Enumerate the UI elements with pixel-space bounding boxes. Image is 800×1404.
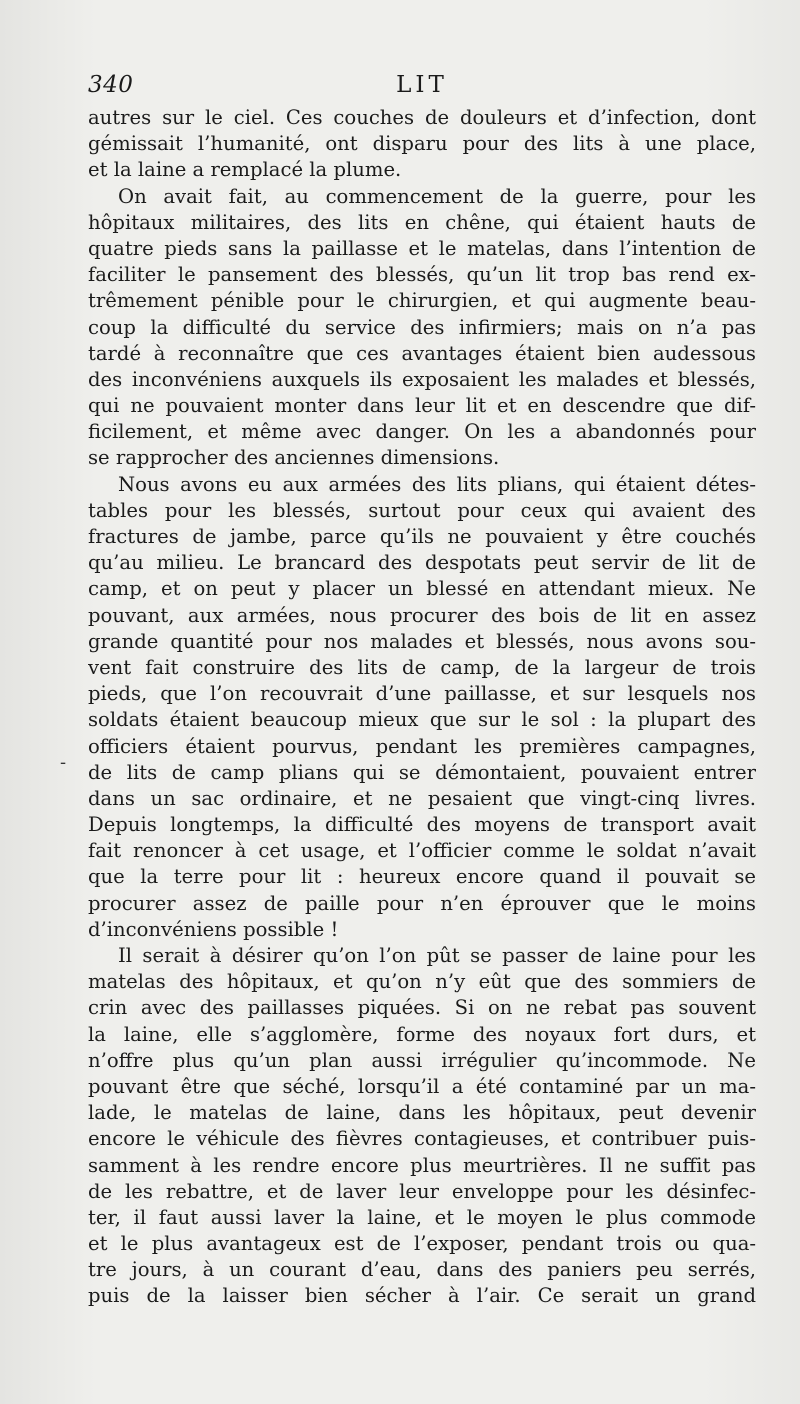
text-line: gémissait l’humanité, ont disparu pour des lits à une place, [88,132,756,156]
text-line: trêmement pénible pour le chirurgien, et qui augmente beau- [88,289,756,313]
text-line: camp, et on peut y placer un blessé en attendant mieux. Ne [88,577,756,601]
text-line: tables pour les blessés, surtout pour ceux qui avaient des [88,498,756,522]
text-line: pieds, que l’on recouvrait d’une paillasse, et sur lesquels nos [88,682,756,706]
text-line: samment à les rendre encore plus meurtrières. Il ne suffit pas [88,1153,756,1177]
text-line: se rapprocher des anciennes dimensions. [88,446,500,470]
running-head [88,72,756,104]
text-line: encore le véhicule des fièvres contagieuses, et contribuer puis- [88,1127,756,1151]
text-line: Depuis longtemps, la difficulté des moyens de transport avait [88,813,756,837]
text-line: qui ne pouvaient monter dans leur lit et en descendre que dif- [88,394,756,418]
text-line: puis de la laisser bien sécher à l’air. Ce serait un grand [88,1284,756,1308]
text-line: officiers étaient pourvus, pendant les premières campagnes, [88,734,756,758]
text-line: ficilement, et même avec danger. On les a abandonnés pour [88,420,756,444]
text-line: Nous avons eu aux armées des lits plians, qui étaient détes- [118,472,756,496]
text-line: tre jours, à un courant d’eau, dans des paniers peu serrés, [88,1258,756,1282]
text-line: des inconvéniens auxquels ils exposaient les malades et blessés, [88,367,756,391]
text-line: soldats étaient beaucoup mieux que sur le sol : la plupart des [88,708,756,732]
text-line: crin avec des paillasses piquées. Si on ne rebat pas souvent [88,996,756,1020]
text-line: faciliter le pansement des blessés, qu’un lit trop bas rend ex- [88,263,756,287]
text-line: vent fait construire des lits de camp, de la largeur de trois [88,655,756,679]
text-line: fait renoncer à cet usage, et l’officier comme le soldat n’avait [88,839,756,863]
text-line: de lits de camp plians qui se démontaient, pouvaient entrer [88,760,756,784]
text-line: autres sur le ciel. Ces couches de douleurs et d’infection, dont [88,106,756,129]
running-title: LIT [396,72,448,98]
text-line: et la laine a remplacé la plume. [88,158,402,182]
text-line: matelas des hôpitaux, et qu’on n’y eût que des sommiers de [88,970,756,994]
body-text [88,105,756,1310]
text-line: que la terre pour lit : heureux encore quand il pouvait se [88,865,756,889]
text-line: pouvant être que séché, lorsqu’il a été contaminé par un ma- [88,1074,756,1098]
text-line: On avait fait, au commencement de la guerre, pour les [118,184,756,208]
text-line: lade, le matelas de laine, dans les hôpitaux, peut devenir [88,1101,756,1125]
text-line: pouvant, aux armées, nous procurer des bois de lit en assez [88,603,756,627]
text-line: de les rebattre, et de laver leur enveloppe pour les désinfec- [88,1179,756,1203]
text-line: tardé à reconnaître que ces avantages étaient bien audessous [88,341,756,365]
text-line: d’inconvéniens possible ! [88,917,339,941]
text-line: la laine, elle s’agglomère, forme des noyaux fort durs, et [88,1022,756,1046]
text-line: quatre pieds sans la paillasse et le matelas, dans l’intention de [88,236,756,260]
text-line: hôpitaux militaires, des lits en chêne, qui étaient hauts de [88,210,756,234]
text-line: dans un sac ordinaire, et ne pesaient que vingt-cinq livres. [88,786,756,810]
text-line: et le plus avantageux est de l’exposer, pendant trois ou qua- [88,1232,756,1256]
text-line: coup la difficulté du service des infirmiers; mais on n’a pas [88,315,756,339]
text-line: fractures de jambe, parce qu’ils ne pouvaient y être couchés [88,525,756,548]
page-number: 340 [88,72,134,98]
text-line: grande quantité pour nos malades et blessés, nous avons sou- [88,629,756,653]
text-line: Il serait à désirer qu’on l’on pût se passer de laine pour les [118,944,756,967]
text-line: qu’au milieu. Le brancard des despotats peut servir de lit de [88,551,756,575]
text-line: n’offre plus qu’un plan aussi irrégulier qu’incommode. Ne [88,1048,756,1072]
text-line: procurer assez de paille pour n’en éprouver que le moins [88,891,756,915]
margin-mark: - [60,752,67,773]
text-line: ter, il faut aussi laver la laine, et le moyen le plus commode [88,1205,756,1229]
